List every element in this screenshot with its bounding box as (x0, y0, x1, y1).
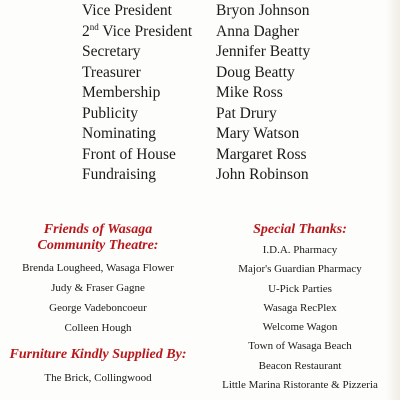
special-thanks-section (205, 222, 395, 395)
officer-role: Membership (82, 84, 161, 101)
officer-name: Anna Dagher (216, 22, 300, 40)
thanks-list-item: U-Pick Parties (268, 282, 332, 295)
friends-list-item: Colleen Hough (64, 322, 132, 334)
friends-list-item: Brenda Lougheed, Wasaga Flower (22, 262, 174, 274)
officer-role-ordinal-suffix: nd (89, 21, 99, 32)
thanks-list-item: Town of Wasaga Beach (248, 340, 352, 353)
officer-role: Treasurer (82, 63, 141, 81)
officer-role (82, 22, 192, 43)
officer-role-ordinal: 2 (82, 22, 90, 40)
friends-list-item: George Vadeboncoeur (49, 302, 147, 314)
officer-name: Mary Watson (216, 125, 300, 142)
thanks-list-item: Wasaga RecPlex (263, 301, 337, 314)
officer-role: Fundraising (82, 166, 157, 183)
officer-row (82, 22, 382, 43)
thanks-list-item: Beacon Restaurant (258, 359, 342, 372)
friends-heading-line1: Friends of Wasaga (43, 222, 153, 237)
officer-role: Secretary (82, 43, 141, 60)
friends-section (8, 222, 188, 338)
officer-row (82, 63, 382, 84)
officer-row (82, 104, 382, 125)
thanks-list-item: I.D.A. Pharmacy (262, 244, 338, 256)
thanks-list-item: Welcome Wagon (262, 321, 338, 334)
officer-name: John Robinson (216, 166, 309, 183)
thanks-list-item: Major's Guardian Pharmacy (238, 263, 362, 276)
officer-name: Bryon Johnson (216, 2, 310, 19)
furniture-list-item: The Brick, Collingwood (44, 372, 152, 384)
furniture-section (2, 347, 194, 388)
furniture-list (2, 368, 194, 388)
officer-row (82, 145, 382, 166)
officer-roster (82, 1, 382, 186)
officer-name: Jennifer Beatty (216, 43, 311, 60)
friends-list (8, 258, 188, 338)
officer-row (82, 1, 382, 22)
officer-name: Doug Beatty (216, 63, 295, 81)
officer-row (82, 83, 382, 104)
officer-role: Vice President (82, 2, 172, 19)
friends-list-item: Judy & Fraser Gagne (51, 282, 145, 294)
officer-row (82, 165, 382, 186)
officer-row (82, 42, 382, 63)
special-thanks-list (205, 241, 395, 395)
friends-heading-line2: Community Theatre: (37, 238, 159, 253)
thanks-list-item: Little Marina Ristorante & Pizzeria (222, 379, 378, 392)
furniture-heading: Furniture Kindly Supplied By: (9, 347, 187, 362)
officer-name: Margaret Ross (216, 145, 307, 163)
officer-role: Nominating (82, 125, 157, 142)
friends-heading (8, 222, 188, 254)
officer-row (82, 124, 382, 145)
officer-name: Pat Drury (216, 104, 277, 122)
officer-role: Front of House (82, 145, 176, 163)
special-thanks-heading: Special Thanks: (253, 222, 347, 237)
officer-name: Mike Ross (216, 84, 283, 101)
officer-role: Publicity (82, 104, 138, 122)
officer-role-title: Vice President (98, 22, 193, 40)
